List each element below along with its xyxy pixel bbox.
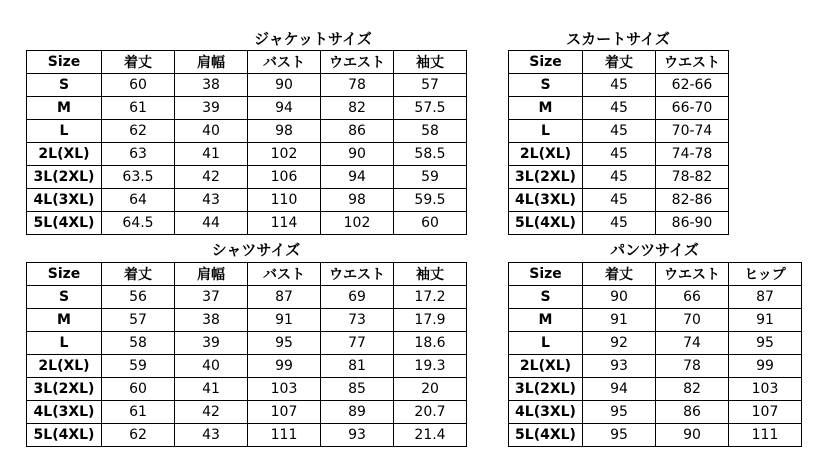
measurement-cell: 17.9 bbox=[394, 309, 467, 332]
table-row bbox=[509, 378, 802, 401]
size-label-cell: 5L(4XL) bbox=[27, 212, 102, 235]
measurement-cell: 42 bbox=[175, 166, 248, 189]
measurement-cell: 56 bbox=[102, 286, 175, 309]
measurement-cell: 19.3 bbox=[394, 355, 467, 378]
measurement-cell: 60 bbox=[394, 212, 467, 235]
measurement-cell: 45 bbox=[583, 212, 656, 235]
measurement-cell: 43 bbox=[175, 424, 248, 447]
measurement-cell: 45 bbox=[583, 74, 656, 97]
measurement-cell: 78 bbox=[321, 74, 394, 97]
measurement-cell: 62 bbox=[102, 120, 175, 143]
measurement-cell: 70-74 bbox=[656, 120, 729, 143]
size-label-cell: 4L(3XL) bbox=[509, 189, 583, 212]
measurement-cell: 92 bbox=[583, 332, 656, 355]
table-row bbox=[509, 189, 729, 212]
measurement-cell: 74-78 bbox=[656, 143, 729, 166]
measurement-cell: 17.2 bbox=[394, 286, 467, 309]
measurement-cell: 94 bbox=[321, 166, 394, 189]
size-label-cell: L bbox=[509, 332, 583, 355]
measurement-cell: 62 bbox=[102, 424, 175, 447]
size-label-cell: 2L(XL) bbox=[27, 355, 102, 378]
measurement-cell: 95 bbox=[729, 332, 802, 355]
measurement-cell: 45 bbox=[583, 120, 656, 143]
measurement-cell: 86 bbox=[656, 401, 729, 424]
size-label-cell: 4L(3XL) bbox=[27, 189, 102, 212]
measurement-cell: 20.7 bbox=[394, 401, 467, 424]
measurement-cell: 74 bbox=[656, 332, 729, 355]
measurement-cell: 70 bbox=[656, 309, 729, 332]
size-label-cell: 3L(2XL) bbox=[27, 378, 102, 401]
skirt-size-table bbox=[508, 50, 729, 235]
measurement-cell: 40 bbox=[175, 355, 248, 378]
measurement-cell: 62-66 bbox=[656, 74, 729, 97]
table-row bbox=[27, 286, 467, 309]
table-row bbox=[509, 97, 729, 120]
measurement-cell: 59.5 bbox=[394, 189, 467, 212]
measurement-cell: 85 bbox=[321, 378, 394, 401]
measurement-cell: 94 bbox=[248, 97, 321, 120]
measurement-cell: 40 bbox=[175, 120, 248, 143]
column-header: Size bbox=[509, 263, 583, 286]
measurement-cell: 66-70 bbox=[656, 97, 729, 120]
pants-size-title: パンツサイズ bbox=[610, 241, 699, 259]
table-row bbox=[509, 212, 729, 235]
measurement-cell: 41 bbox=[175, 143, 248, 166]
measurement-cell: 89 bbox=[321, 401, 394, 424]
measurement-cell: 82-86 bbox=[656, 189, 729, 212]
column-header: 着丈 bbox=[102, 263, 175, 286]
measurement-cell: 111 bbox=[248, 424, 321, 447]
size-label-cell: L bbox=[27, 332, 102, 355]
column-header: Size bbox=[27, 51, 102, 74]
measurement-cell: 43 bbox=[175, 189, 248, 212]
measurement-cell: 82 bbox=[656, 378, 729, 401]
measurement-cell: 57 bbox=[102, 309, 175, 332]
table-header-row bbox=[509, 263, 802, 286]
measurement-cell: 21.4 bbox=[394, 424, 467, 447]
measurement-cell: 95 bbox=[583, 401, 656, 424]
measurement-cell: 87 bbox=[729, 286, 802, 309]
measurement-cell: 110 bbox=[248, 189, 321, 212]
measurement-cell: 111 bbox=[729, 424, 802, 447]
measurement-cell: 90 bbox=[321, 143, 394, 166]
column-header: 着丈 bbox=[583, 263, 656, 286]
measurement-cell: 90 bbox=[248, 74, 321, 97]
measurement-cell: 58.5 bbox=[394, 143, 467, 166]
size-label-cell: 3L(2XL) bbox=[509, 378, 583, 401]
skirt-size-title: スカートサイズ bbox=[566, 30, 670, 48]
table-row bbox=[27, 74, 467, 97]
measurement-cell: 90 bbox=[656, 424, 729, 447]
column-header: 着丈 bbox=[583, 51, 656, 74]
measurement-cell: 93 bbox=[321, 424, 394, 447]
table-row bbox=[509, 332, 802, 355]
measurement-cell: 64.5 bbox=[102, 212, 175, 235]
column-header: ウエスト bbox=[656, 263, 729, 286]
measurement-cell: 38 bbox=[175, 74, 248, 97]
table-row bbox=[509, 166, 729, 189]
measurement-cell: 60 bbox=[102, 378, 175, 401]
measurement-cell: 45 bbox=[583, 189, 656, 212]
shirt-size-title: シャツサイズ bbox=[211, 241, 301, 259]
measurement-cell: 42 bbox=[175, 401, 248, 424]
size-label-cell: M bbox=[27, 309, 102, 332]
table-row bbox=[27, 212, 467, 235]
column-header: 袖丈 bbox=[394, 263, 467, 286]
measurement-cell: 45 bbox=[583, 166, 656, 189]
size-label-cell: 5L(4XL) bbox=[509, 212, 583, 235]
table-header-row bbox=[27, 51, 467, 74]
measurement-cell: 60 bbox=[102, 74, 175, 97]
size-label-cell: M bbox=[27, 97, 102, 120]
column-header: 着丈 bbox=[102, 51, 175, 74]
measurement-cell: 66 bbox=[656, 286, 729, 309]
measurement-cell: 91 bbox=[248, 309, 321, 332]
column-header: ウエスト bbox=[321, 263, 394, 286]
measurement-cell: 103 bbox=[729, 378, 802, 401]
measurement-cell: 61 bbox=[102, 401, 175, 424]
table-header-row bbox=[27, 263, 467, 286]
measurement-cell: 63 bbox=[102, 143, 175, 166]
column-header: 肩幅 bbox=[175, 51, 248, 74]
column-header: バスト bbox=[248, 263, 321, 286]
size-label-cell: S bbox=[27, 286, 102, 309]
table-row bbox=[27, 120, 467, 143]
measurement-cell: 86-90 bbox=[656, 212, 729, 235]
measurement-cell: 95 bbox=[583, 424, 656, 447]
measurement-cell: 78-82 bbox=[656, 166, 729, 189]
measurement-cell: 91 bbox=[583, 309, 656, 332]
measurement-cell: 81 bbox=[321, 355, 394, 378]
measurement-cell: 77 bbox=[321, 332, 394, 355]
size-label-cell: 2L(XL) bbox=[27, 143, 102, 166]
table-row bbox=[509, 309, 802, 332]
measurement-cell: 64 bbox=[102, 189, 175, 212]
jacket-size-table bbox=[26, 50, 467, 235]
column-header: 袖丈 bbox=[394, 51, 467, 74]
table-row bbox=[27, 143, 467, 166]
table-row bbox=[27, 355, 467, 378]
measurement-cell: 39 bbox=[175, 332, 248, 355]
measurement-cell: 18.6 bbox=[394, 332, 467, 355]
table-row bbox=[27, 378, 467, 401]
table-row bbox=[509, 143, 729, 166]
measurement-cell: 37 bbox=[175, 286, 248, 309]
measurement-cell: 38 bbox=[175, 309, 248, 332]
measurement-cell: 107 bbox=[248, 401, 321, 424]
measurement-cell: 114 bbox=[248, 212, 321, 235]
jacket-size-title: ジャケットサイズ bbox=[254, 30, 372, 48]
column-header: ウエスト bbox=[321, 51, 394, 74]
size-label-cell: 5L(4XL) bbox=[509, 424, 583, 447]
measurement-cell: 44 bbox=[175, 212, 248, 235]
measurement-cell: 99 bbox=[248, 355, 321, 378]
measurement-cell: 82 bbox=[321, 97, 394, 120]
measurement-cell: 95 bbox=[248, 332, 321, 355]
measurement-cell: 106 bbox=[248, 166, 321, 189]
measurement-cell: 91 bbox=[729, 309, 802, 332]
size-label-cell: S bbox=[509, 286, 583, 309]
measurement-cell: 86 bbox=[321, 120, 394, 143]
size-label-cell: M bbox=[509, 97, 583, 120]
table-row bbox=[509, 355, 802, 378]
measurement-cell: 61 bbox=[102, 97, 175, 120]
measurement-cell: 58 bbox=[394, 120, 467, 143]
measurement-cell: 20 bbox=[394, 378, 467, 401]
measurement-cell: 41 bbox=[175, 378, 248, 401]
size-label-cell: 4L(3XL) bbox=[509, 401, 583, 424]
size-label-cell: M bbox=[509, 309, 583, 332]
size-label-cell: 5L(4XL) bbox=[27, 424, 102, 447]
measurement-cell: 57 bbox=[394, 74, 467, 97]
column-header: 肩幅 bbox=[175, 263, 248, 286]
size-label-cell: 3L(2XL) bbox=[27, 166, 102, 189]
shirt-size-table bbox=[26, 262, 467, 447]
measurement-cell: 103 bbox=[248, 378, 321, 401]
measurement-cell: 102 bbox=[321, 212, 394, 235]
table-row bbox=[27, 401, 467, 424]
size-label-cell: S bbox=[509, 74, 583, 97]
measurement-cell: 45 bbox=[583, 97, 656, 120]
column-header: バスト bbox=[248, 51, 321, 74]
table-row bbox=[27, 424, 467, 447]
table-row bbox=[509, 424, 802, 447]
measurement-cell: 59 bbox=[394, 166, 467, 189]
measurement-cell: 57.5 bbox=[394, 97, 467, 120]
table-row bbox=[509, 74, 729, 97]
measurement-cell: 39 bbox=[175, 97, 248, 120]
measurement-cell: 90 bbox=[583, 286, 656, 309]
table-row bbox=[509, 120, 729, 143]
measurement-cell: 98 bbox=[248, 120, 321, 143]
measurement-cell: 69 bbox=[321, 286, 394, 309]
table-row bbox=[27, 189, 467, 212]
measurement-cell: 102 bbox=[248, 143, 321, 166]
size-label-cell: 3L(2XL) bbox=[509, 166, 583, 189]
size-label-cell: L bbox=[509, 120, 583, 143]
measurement-cell: 94 bbox=[583, 378, 656, 401]
table-row bbox=[27, 97, 467, 120]
table-row bbox=[509, 401, 802, 424]
column-header: ウエスト bbox=[656, 51, 729, 74]
table-row bbox=[27, 166, 467, 189]
measurement-cell: 58 bbox=[102, 332, 175, 355]
measurement-cell: 107 bbox=[729, 401, 802, 424]
size-label-cell: 2L(XL) bbox=[509, 355, 583, 378]
table-row bbox=[509, 286, 802, 309]
measurement-cell: 78 bbox=[656, 355, 729, 378]
size-label-cell: 4L(3XL) bbox=[27, 401, 102, 424]
measurement-cell: 73 bbox=[321, 309, 394, 332]
column-header: Size bbox=[27, 263, 102, 286]
size-label-cell: 2L(XL) bbox=[509, 143, 583, 166]
measurement-cell: 59 bbox=[102, 355, 175, 378]
size-label-cell: L bbox=[27, 120, 102, 143]
pants-size-table bbox=[508, 262, 802, 447]
table-row bbox=[27, 309, 467, 332]
size-label-cell: S bbox=[27, 74, 102, 97]
column-header: Size bbox=[509, 51, 583, 74]
measurement-cell: 93 bbox=[583, 355, 656, 378]
table-row bbox=[27, 332, 467, 355]
measurement-cell: 63.5 bbox=[102, 166, 175, 189]
measurement-cell: 45 bbox=[583, 143, 656, 166]
measurement-cell: 87 bbox=[248, 286, 321, 309]
measurement-cell: 99 bbox=[729, 355, 802, 378]
table-header-row bbox=[509, 51, 729, 74]
column-header: ヒップ bbox=[729, 263, 802, 286]
measurement-cell: 98 bbox=[321, 189, 394, 212]
